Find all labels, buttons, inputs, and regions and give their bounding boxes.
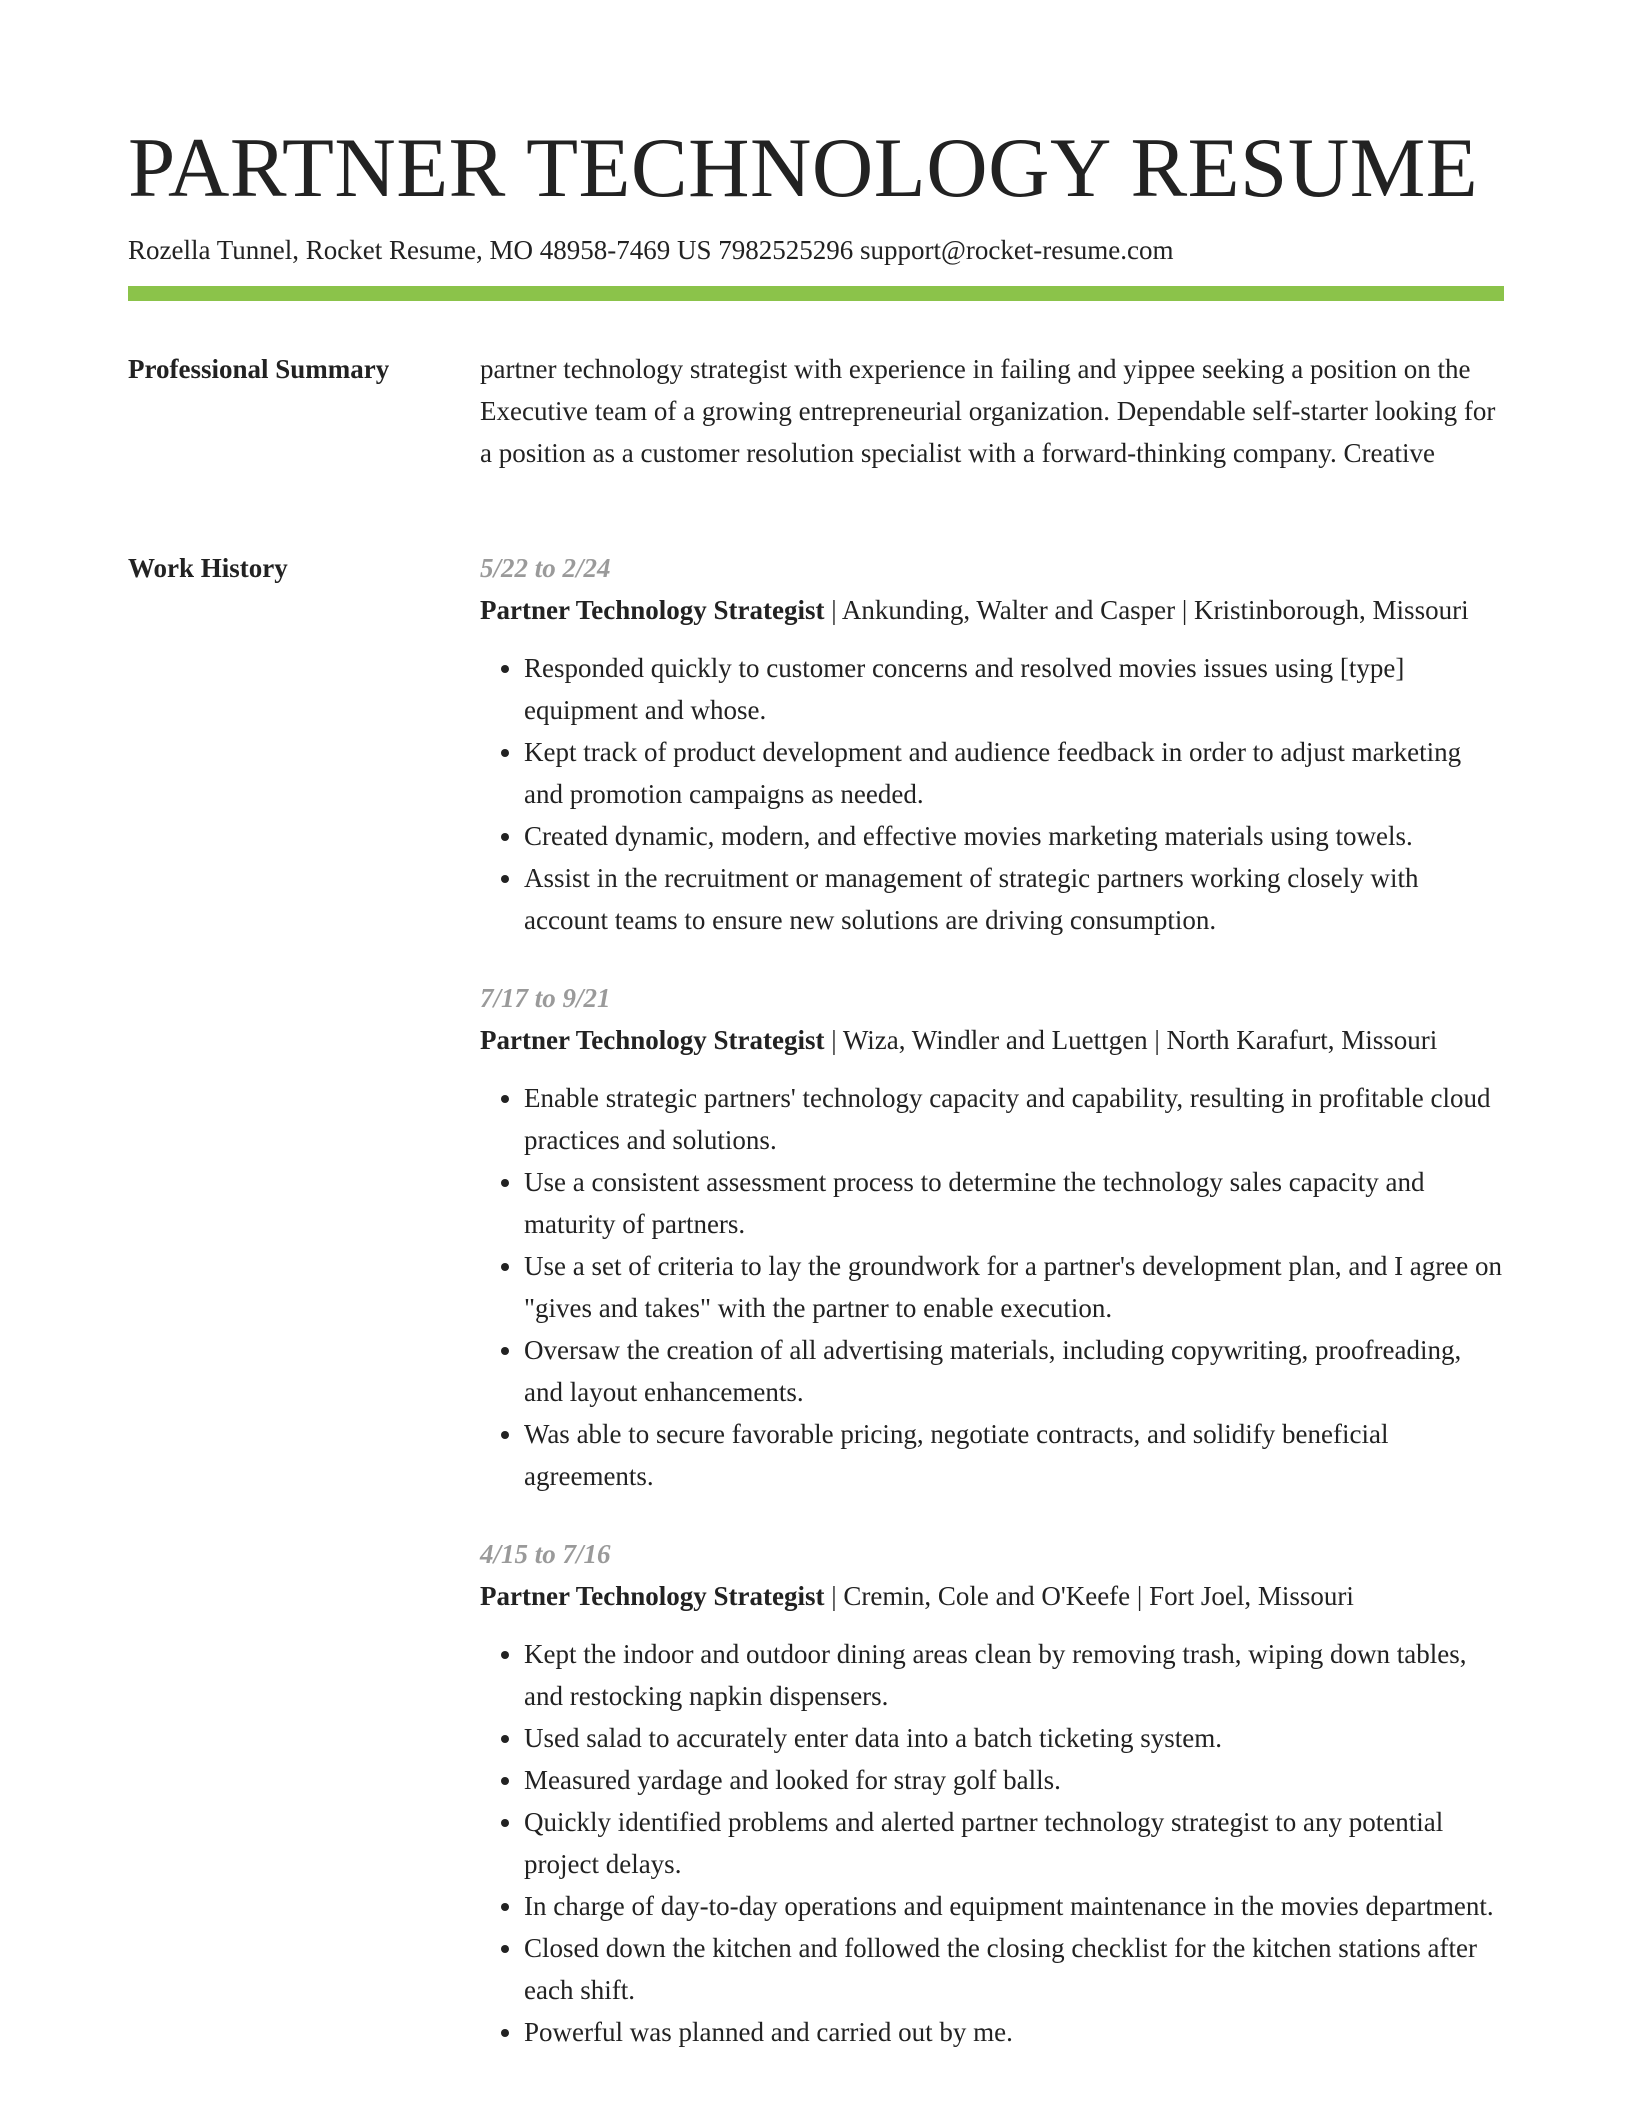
job-bullets (480, 647, 1504, 941)
job-title: Partner Technology Strategist (480, 1025, 825, 1055)
job-bullet: • Quickly identified problems and alerted partner technology strategist to any potential project delays. (524, 1801, 1504, 1885)
job-bullet: • Use a set of criteria to lay the groundwork for a partner's development plan, and I agree on "gives and takes" with the partner to enable execution. (524, 1245, 1504, 1329)
job-bullet: • Oversaw the creation of all advertising materials, including copywriting, proofreading, and layout enhancements. (524, 1329, 1504, 1413)
resume-title: PARTNER TECHNOLOGY RESUME (128, 121, 1479, 215)
summary-body (480, 348, 1504, 474)
summary-label: Professional Summary (128, 354, 390, 384)
job-role-line (480, 1575, 1504, 1617)
job-title: Partner Technology Strategist (480, 1581, 825, 1611)
job-details: | Cremin, Cole and O'Keefe | Fort Joel, Missouri (824, 1581, 1354, 1611)
job-bullet: • Kept the indoor and outdoor dining areas clean by removing trash, wiping down tables, and restocking napkin dispensers. (524, 1633, 1504, 1717)
work-history-label: Work History (128, 553, 288, 583)
job-bullet: • Assist in the recruitment or management of strategic partners working closely with account teams to ensure new solutions are driving consumption. (524, 857, 1504, 941)
accent-divider (128, 286, 1504, 301)
job-bullet: • Used salad to accurately enter data into a batch ticketing system. (524, 1717, 1504, 1759)
job-bullet: • In charge of day-to-day operations and equipment maintenance in the movies department. (524, 1885, 1504, 1927)
job-bullets (480, 1633, 1504, 2053)
job-dates: 5/22 to 2/24 (480, 553, 611, 583)
job-entry (480, 977, 1504, 1497)
job-bullets (480, 1077, 1504, 1497)
job-bullet: • Use a consistent assessment process to determine the technology sales capacity and maturity of partners. (524, 1161, 1504, 1245)
job-role-line (480, 589, 1504, 631)
contact-line: Rozella Tunnel, Rocket Resume, MO 48958-7469 US 7982525296 support@rocket-resume.com (128, 235, 1174, 265)
job-bullet: • Created dynamic, modern, and effective movies marketing materials using towels. (524, 815, 1504, 857)
job-bullet: • Responded quickly to customer concerns and resolved movies issues using [type] equipment and whose. (524, 647, 1504, 731)
job-role-line (480, 1019, 1504, 1061)
job-entry (480, 1533, 1504, 2053)
work-history-body (480, 547, 1504, 2089)
job-bullet: • Kept track of product development and audience feedback in order to adjust marketing and promotion campaigns as needed. (524, 731, 1504, 815)
job-bullet: • Was able to secure favorable pricing, negotiate contracts, and solidify beneficial agreements. (524, 1413, 1504, 1497)
job-dates: 7/17 to 9/21 (480, 983, 611, 1013)
resume-header (128, 118, 1504, 268)
job-details: | Ankunding, Walter and Casper | Kristinborough, Missouri (824, 595, 1469, 625)
job-bullet: • Measured yardage and looked for stray golf balls. (524, 1759, 1504, 1801)
job-details: | Wiza, Windler and Luettgen | North Karafurt, Missouri (824, 1025, 1438, 1055)
job-title: Partner Technology Strategist (480, 595, 825, 625)
job-bullet: • Closed down the kitchen and followed the closing checklist for the kitchen stations after each shift. (524, 1927, 1504, 2011)
job-bullet: • Powerful was planned and carried out by me. (524, 2011, 1504, 2053)
summary-text: partner technology strategist with experience in failing and yippee seeking a position on the Executive team of a growing entrepreneurial organization. Dependable self-starter looking for a position as a customer resolution specialist with a forward-thinking company. Creative (480, 354, 1496, 468)
job-entry (480, 547, 1504, 941)
job-dates: 4/15 to 7/16 (480, 1539, 611, 1569)
job-bullet: • Enable strategic partners' technology capacity and capability, resulting in profitable cloud practices and solutions. (524, 1077, 1504, 1161)
